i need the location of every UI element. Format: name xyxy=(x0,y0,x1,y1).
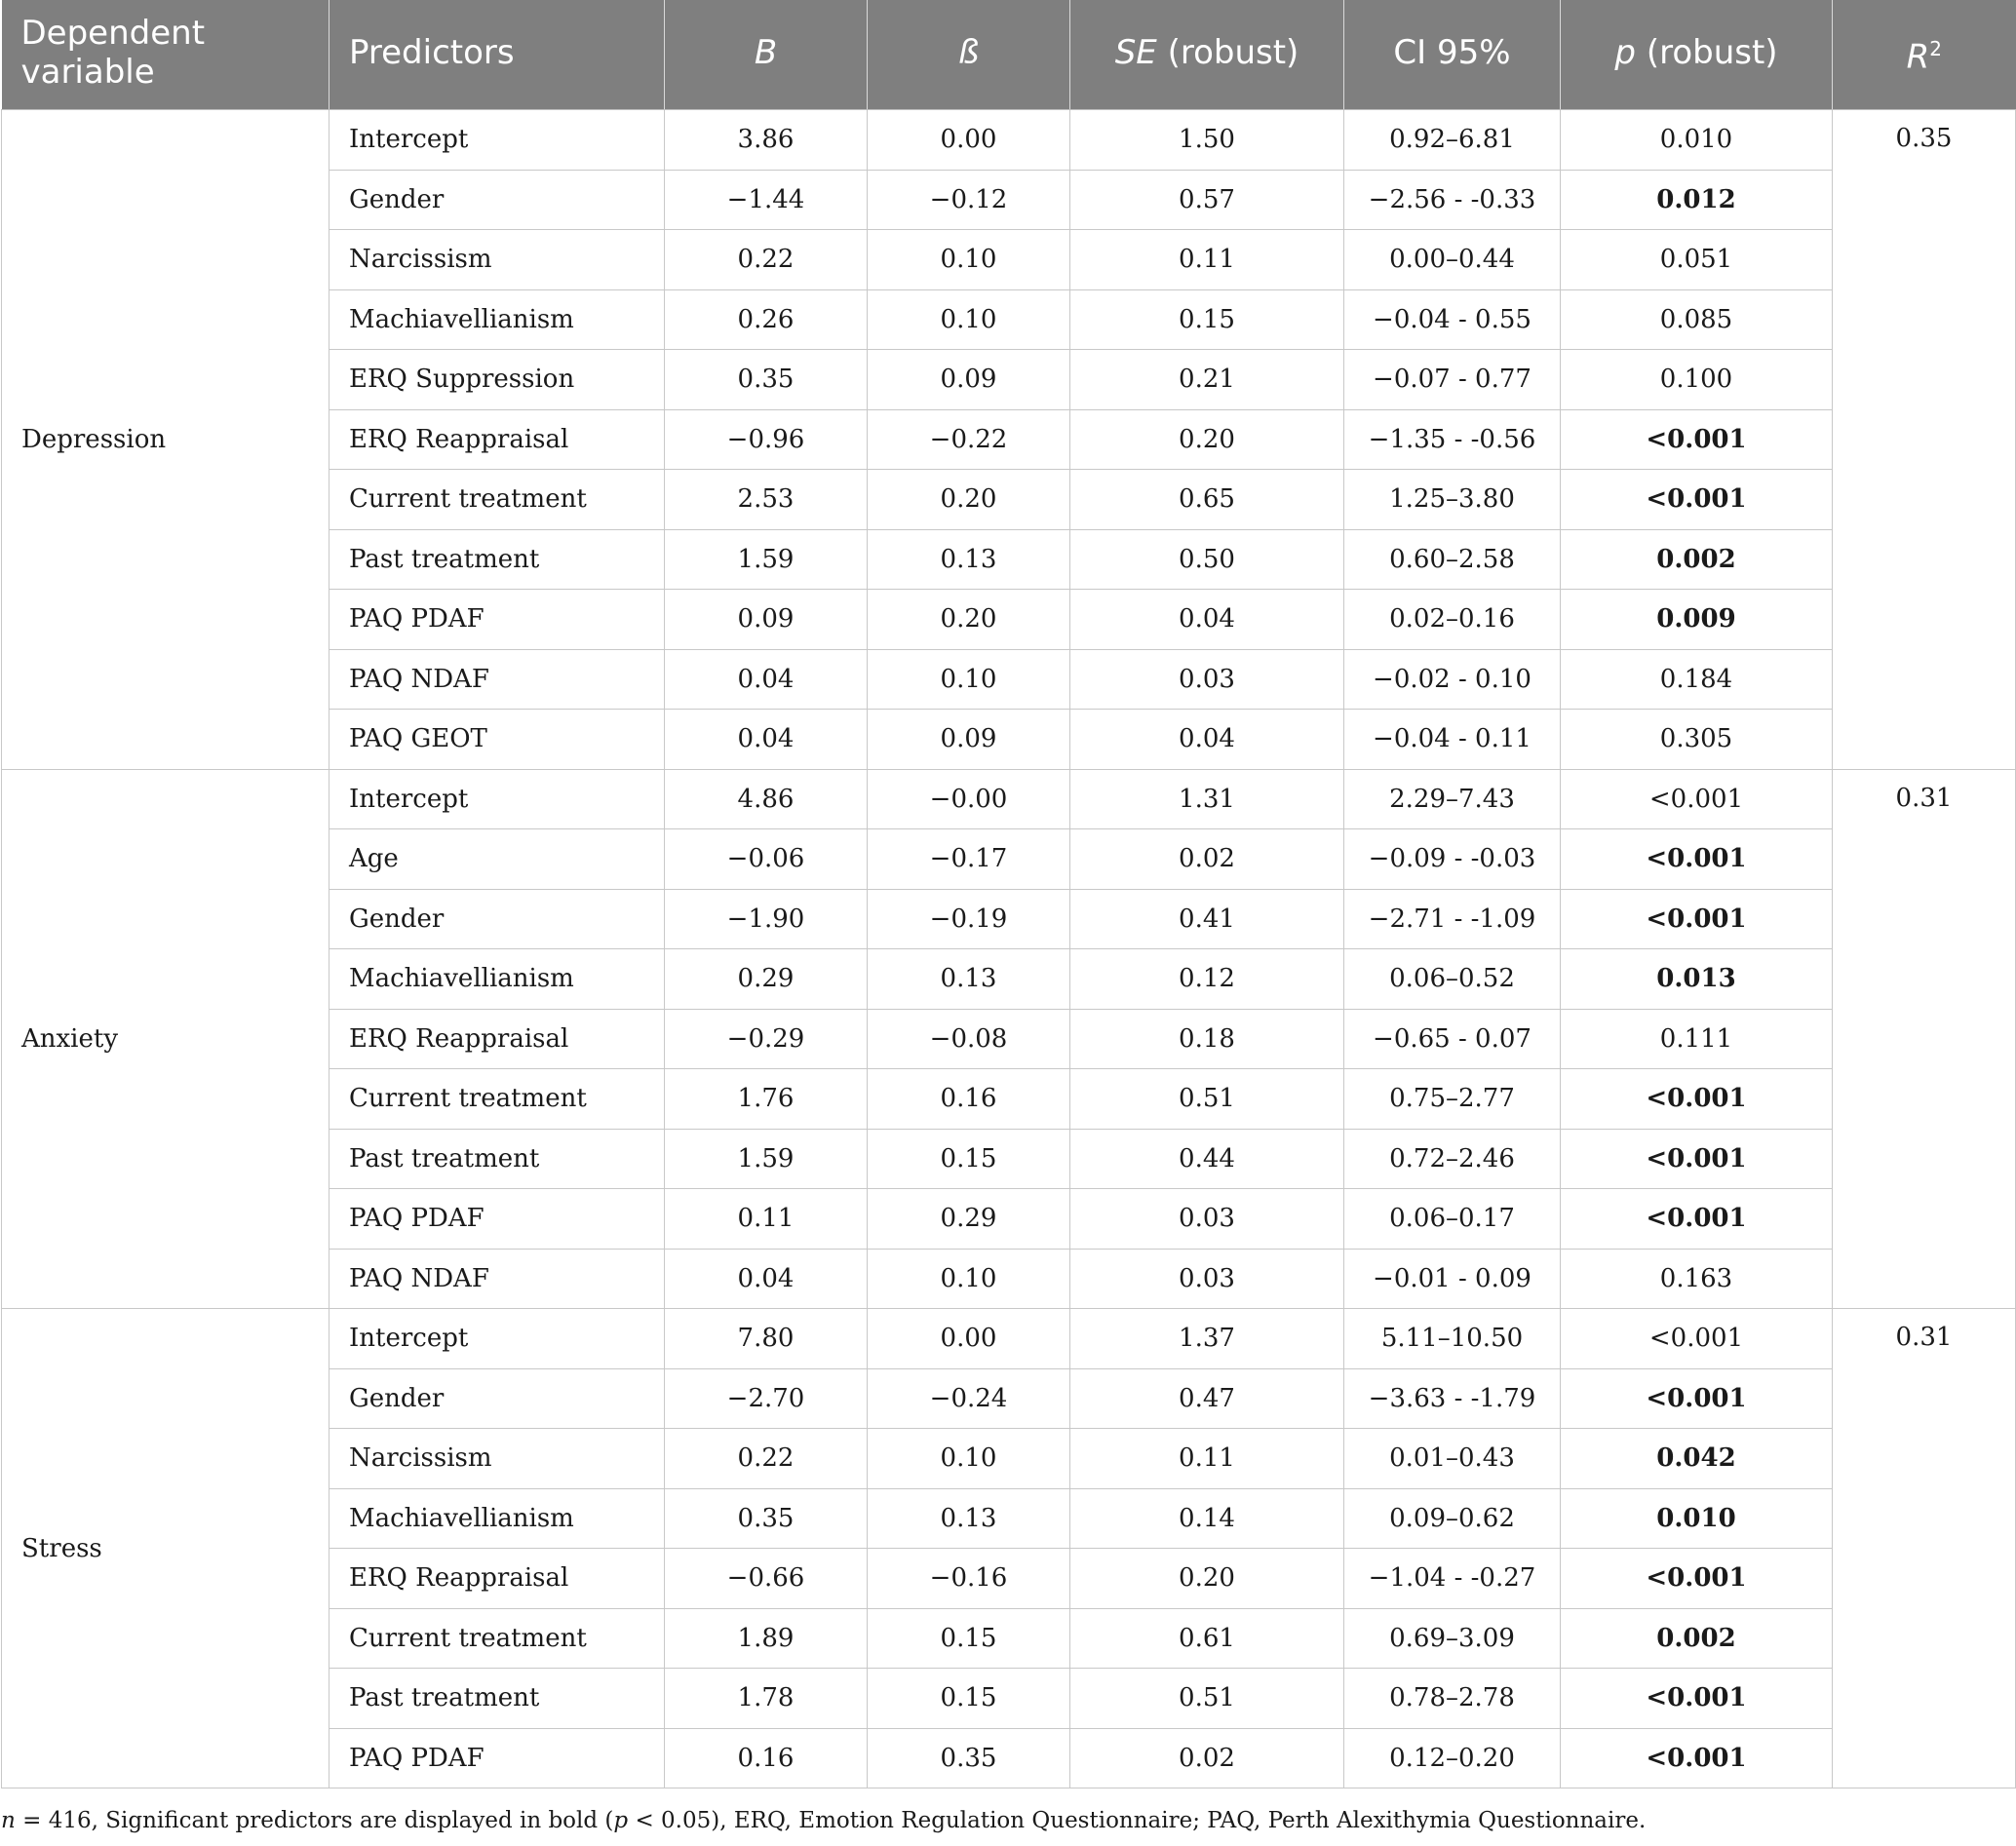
cell-se: 1.37 xyxy=(1070,1309,1344,1369)
cell-beta: 0.13 xyxy=(868,949,1070,1010)
cell-predictor: Intercept xyxy=(330,110,665,171)
cell-ci: −0.09 - -0.03 xyxy=(1344,829,1561,890)
cell-p: 0.010 xyxy=(1561,110,1833,171)
header-se: SE (robust) xyxy=(1070,0,1344,110)
cell-dependent-variable: Depression xyxy=(2,110,330,770)
cell-predictor: Current treatment xyxy=(330,1069,665,1130)
cell-ci: −0.65 - 0.07 xyxy=(1344,1009,1561,1069)
cell-b: 0.09 xyxy=(665,590,868,650)
cell-beta: −0.24 xyxy=(868,1368,1070,1429)
cell-b: 3.86 xyxy=(665,110,868,171)
cell-se: 0.11 xyxy=(1070,1429,1344,1489)
cell-ci: 0.01–0.43 xyxy=(1344,1429,1561,1489)
cell-predictor: Intercept xyxy=(330,1309,665,1369)
cell-predictor: Gender xyxy=(330,170,665,230)
cell-beta: 0.09 xyxy=(868,710,1070,770)
cell-predictor: Machiavellianism xyxy=(330,949,665,1010)
cell-ci: 0.12–0.20 xyxy=(1344,1728,1561,1788)
cell-b: −1.44 xyxy=(665,170,868,230)
cell-beta: 0.10 xyxy=(868,1429,1070,1489)
cell-ci: 0.75–2.77 xyxy=(1344,1069,1561,1130)
header-p: p (robust) xyxy=(1561,0,1833,110)
cell-b: 4.86 xyxy=(665,769,868,829)
cell-se: 0.12 xyxy=(1070,949,1344,1010)
cell-p: <0.001 xyxy=(1561,1069,1833,1130)
cell-beta: 0.00 xyxy=(868,1309,1070,1369)
cell-p: 0.012 xyxy=(1561,170,1833,230)
cell-r2: 0.31 xyxy=(1833,1309,2016,1788)
cell-p: 0.051 xyxy=(1561,230,1833,290)
cell-b: 0.26 xyxy=(665,289,868,350)
cell-p: <0.001 xyxy=(1561,1309,1833,1369)
cell-se: 0.15 xyxy=(1070,289,1344,350)
cell-b: 1.76 xyxy=(665,1069,868,1130)
cell-ci: −0.04 - 0.55 xyxy=(1344,289,1561,350)
cell-se: 0.11 xyxy=(1070,230,1344,290)
cell-se: 1.50 xyxy=(1070,110,1344,171)
header-r2: $R^2$ xyxy=(1833,0,2016,110)
cell-p: <0.001 xyxy=(1561,829,1833,890)
cell-se: 0.20 xyxy=(1070,1549,1344,1609)
cell-p: <0.001 xyxy=(1561,1129,1833,1189)
cell-b: 0.11 xyxy=(665,1189,868,1250)
cell-b: 1.59 xyxy=(665,529,868,590)
cell-predictor: Past treatment xyxy=(330,1129,665,1189)
cell-predictor: PAQ NDAF xyxy=(330,649,665,710)
cell-ci: −0.01 - 0.09 xyxy=(1344,1249,1561,1309)
cell-ci: 0.06–0.52 xyxy=(1344,949,1561,1010)
cell-ci: 0.72–2.46 xyxy=(1344,1129,1561,1189)
table-row xyxy=(2,769,2016,829)
cell-beta: 0.10 xyxy=(868,230,1070,290)
cell-b: 1.89 xyxy=(665,1608,868,1669)
cell-r2: 0.35 xyxy=(1833,110,2016,770)
cell-predictor: Intercept xyxy=(330,769,665,829)
cell-p: <0.001 xyxy=(1561,1549,1833,1609)
cell-ci: 0.69–3.09 xyxy=(1344,1608,1561,1669)
header-predictors: Predictors xyxy=(330,0,665,110)
cell-predictor: PAQ PDAF xyxy=(330,1189,665,1250)
footnote-text-1: = 416, Significant predictors are displayed in bold ( xyxy=(15,1808,614,1833)
cell-p: 0.009 xyxy=(1561,590,1833,650)
cell-beta: 0.10 xyxy=(868,289,1070,350)
cell-ci: 5.11–10.50 xyxy=(1344,1309,1561,1369)
cell-predictor: Past treatment xyxy=(330,529,665,590)
cell-ci: −0.07 - 0.77 xyxy=(1344,350,1561,410)
cell-b: 0.35 xyxy=(665,350,868,410)
cell-se: 0.44 xyxy=(1070,1129,1344,1189)
cell-predictor: ERQ Reappraisal xyxy=(330,1009,665,1069)
cell-predictor: ERQ Suppression xyxy=(330,350,665,410)
header-b: B xyxy=(665,0,868,110)
cell-b: 0.04 xyxy=(665,710,868,770)
cell-se: 0.02 xyxy=(1070,1728,1344,1788)
cell-b: 1.59 xyxy=(665,1129,868,1189)
cell-p: 0.002 xyxy=(1561,529,1833,590)
cell-p: <0.001 xyxy=(1561,409,1833,470)
cell-p: 0.184 xyxy=(1561,649,1833,710)
cell-predictor: Gender xyxy=(330,1368,665,1429)
cell-b: −0.06 xyxy=(665,829,868,890)
cell-predictor: Machiavellianism xyxy=(330,1488,665,1549)
cell-se: 0.47 xyxy=(1070,1368,1344,1429)
cell-ci: 1.25–3.80 xyxy=(1344,470,1561,530)
cell-beta: 0.15 xyxy=(868,1669,1070,1729)
cell-se: 0.51 xyxy=(1070,1069,1344,1130)
cell-b: 0.16 xyxy=(665,1728,868,1788)
cell-ci: −3.63 - -1.79 xyxy=(1344,1368,1561,1429)
cell-beta: 0.29 xyxy=(868,1189,1070,1250)
cell-p: <0.001 xyxy=(1561,1669,1833,1729)
cell-b: 0.29 xyxy=(665,949,868,1010)
cell-se: 0.57 xyxy=(1070,170,1344,230)
cell-predictor: PAQ GEOT xyxy=(330,710,665,770)
cell-predictor: Current treatment xyxy=(330,470,665,530)
cell-beta: 0.15 xyxy=(868,1608,1070,1669)
table-body xyxy=(2,110,2016,1788)
cell-b: 0.35 xyxy=(665,1488,868,1549)
cell-beta: 0.16 xyxy=(868,1069,1070,1130)
cell-b: 0.04 xyxy=(665,649,868,710)
cell-se: 0.14 xyxy=(1070,1488,1344,1549)
cell-beta: 0.13 xyxy=(868,529,1070,590)
cell-predictor: Past treatment xyxy=(330,1669,665,1729)
cell-p: <0.001 xyxy=(1561,1189,1833,1250)
cell-ci: 2.29–7.43 xyxy=(1344,769,1561,829)
cell-se: 0.51 xyxy=(1070,1669,1344,1729)
cell-p: <0.001 xyxy=(1561,470,1833,530)
regression-table xyxy=(1,0,2016,1788)
cell-beta: 0.35 xyxy=(868,1728,1070,1788)
cell-beta: 0.10 xyxy=(868,1249,1070,1309)
cell-b: 0.22 xyxy=(665,230,868,290)
cell-ci: 0.92–6.81 xyxy=(1344,110,1561,171)
cell-beta: −0.16 xyxy=(868,1549,1070,1609)
cell-p: <0.001 xyxy=(1561,889,1833,949)
footnote-p: p xyxy=(613,1808,629,1833)
cell-se: 0.03 xyxy=(1070,1189,1344,1250)
cell-b: 0.22 xyxy=(665,1429,868,1489)
table-row xyxy=(2,1309,2016,1369)
cell-beta: 0.13 xyxy=(868,1488,1070,1549)
cell-p: 0.042 xyxy=(1561,1429,1833,1489)
cell-predictor: Narcissism xyxy=(330,230,665,290)
table-footnote xyxy=(1,1808,1646,1833)
cell-ci: 0.00–0.44 xyxy=(1344,230,1561,290)
cell-se: 0.03 xyxy=(1070,649,1344,710)
cell-b: −0.29 xyxy=(665,1009,868,1069)
header-dependent-variable: Dependent variable xyxy=(2,0,330,110)
header-ci: CI 95% xyxy=(1344,0,1561,110)
cell-predictor: PAQ PDAF xyxy=(330,1728,665,1788)
cell-beta: −0.12 xyxy=(868,170,1070,230)
cell-beta: −0.22 xyxy=(868,409,1070,470)
cell-se: 0.41 xyxy=(1070,889,1344,949)
cell-predictor: ERQ Reappraisal xyxy=(330,1549,665,1609)
cell-ci: −0.02 - 0.10 xyxy=(1344,649,1561,710)
footnote-n: n xyxy=(1,1808,16,1833)
cell-se: 0.21 xyxy=(1070,350,1344,410)
cell-ci: −0.04 - 0.11 xyxy=(1344,710,1561,770)
cell-predictor: PAQ NDAF xyxy=(330,1249,665,1309)
cell-ci: 0.02–0.16 xyxy=(1344,590,1561,650)
cell-se: 0.20 xyxy=(1070,409,1344,470)
cell-beta: −0.17 xyxy=(868,829,1070,890)
cell-p: 0.305 xyxy=(1561,710,1833,770)
table-header xyxy=(2,0,2016,110)
cell-p: <0.001 xyxy=(1561,1728,1833,1788)
cell-se: 1.31 xyxy=(1070,769,1344,829)
table-row xyxy=(2,110,2016,171)
cell-p: 0.100 xyxy=(1561,350,1833,410)
cell-dependent-variable: Anxiety xyxy=(2,769,330,1309)
cell-ci: −1.04 - -0.27 xyxy=(1344,1549,1561,1609)
cell-predictor: Current treatment xyxy=(330,1608,665,1669)
cell-p: <0.001 xyxy=(1561,1368,1833,1429)
cell-ci: −1.35 - -0.56 xyxy=(1344,409,1561,470)
cell-b: −0.96 xyxy=(665,409,868,470)
cell-p: 0.163 xyxy=(1561,1249,1833,1309)
cell-beta: 0.10 xyxy=(868,649,1070,710)
cell-b: 1.78 xyxy=(665,1669,868,1729)
cell-p: 0.111 xyxy=(1561,1009,1833,1069)
footnote-text-2: < 0.05), ERQ, Emotion Regulation Questionnaire; PAQ, Perth Alexithymia Questionnaire. xyxy=(628,1808,1647,1833)
cell-se: 0.04 xyxy=(1070,710,1344,770)
cell-ci: −2.71 - -1.09 xyxy=(1344,889,1561,949)
cell-se: 0.50 xyxy=(1070,529,1344,590)
cell-predictor: Narcissism xyxy=(330,1429,665,1489)
cell-b: −2.70 xyxy=(665,1368,868,1429)
cell-beta: 0.20 xyxy=(868,590,1070,650)
cell-beta: −0.00 xyxy=(868,769,1070,829)
cell-beta: 0.00 xyxy=(868,110,1070,171)
header-beta: ß xyxy=(868,0,1070,110)
cell-ci: −2.56 - -0.33 xyxy=(1344,170,1561,230)
cell-beta: −0.08 xyxy=(868,1009,1070,1069)
cell-b: −1.90 xyxy=(665,889,868,949)
cell-predictor: Gender xyxy=(330,889,665,949)
cell-se: 0.18 xyxy=(1070,1009,1344,1069)
cell-dependent-variable: Stress xyxy=(2,1309,330,1788)
cell-ci: 0.09–0.62 xyxy=(1344,1488,1561,1549)
cell-ci: 0.06–0.17 xyxy=(1344,1189,1561,1250)
cell-b: −0.66 xyxy=(665,1549,868,1609)
cell-b: 7.80 xyxy=(665,1309,868,1369)
cell-p: 0.013 xyxy=(1561,949,1833,1010)
cell-predictor: Machiavellianism xyxy=(330,289,665,350)
cell-predictor: ERQ Reappraisal xyxy=(330,409,665,470)
cell-ci: 0.78–2.78 xyxy=(1344,1669,1561,1729)
header-row xyxy=(2,0,2016,110)
cell-beta: 0.15 xyxy=(868,1129,1070,1189)
cell-p: 0.085 xyxy=(1561,289,1833,350)
cell-p: 0.002 xyxy=(1561,1608,1833,1669)
cell-beta: −0.19 xyxy=(868,889,1070,949)
cell-ci: 0.60–2.58 xyxy=(1344,529,1561,590)
cell-predictor: PAQ PDAF xyxy=(330,590,665,650)
cell-b: 0.04 xyxy=(665,1249,868,1309)
cell-b: 2.53 xyxy=(665,470,868,530)
cell-beta: 0.20 xyxy=(868,470,1070,530)
cell-predictor: Age xyxy=(330,829,665,890)
cell-beta: 0.09 xyxy=(868,350,1070,410)
cell-se: 0.04 xyxy=(1070,590,1344,650)
cell-se: 0.65 xyxy=(1070,470,1344,530)
cell-p: 0.010 xyxy=(1561,1488,1833,1549)
cell-se: 0.61 xyxy=(1070,1608,1344,1669)
cell-se: 0.02 xyxy=(1070,829,1344,890)
cell-p: <0.001 xyxy=(1561,769,1833,829)
cell-r2: 0.31 xyxy=(1833,769,2016,1309)
cell-se: 0.03 xyxy=(1070,1249,1344,1309)
